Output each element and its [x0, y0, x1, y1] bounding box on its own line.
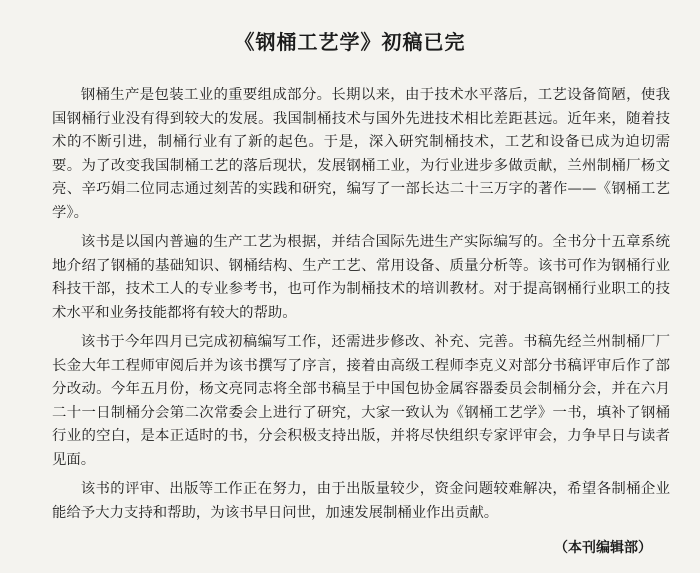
paragraph-2: 该书是以国内普遍的生产工艺为根据，并结合国际先进生产实际编写的。全书分十五章系统地介绍了钢桶的基础知识、钢桶结构、生产工艺、常用设备、质量分析等。该书可作为钢桶行业科技干部，技术工人的专业参考书，也可作为制桶技术的培训教材。对于提高钢桶行业职工的技术水平和业务技能都将有较大的帮助。 [52, 234, 670, 321]
paragraph-4: 该书的评审、出版等工作正在努力，由于出版量较少，资金问题较难解决，希望各制桶企业能给予大力支持和帮助，为该书早日问世，加速发展制桶业作出贡献。 [52, 481, 670, 521]
article-title: 《钢桶工艺学》初稿已完 [234, 30, 466, 54]
paragraph-3: 该书于今年四月已完成初稿编写工作，还需进步修改、补充、完善。书稿先经兰州制桶厂厂长金大年工程师审阅后并为该书撰写了序言，接着由高级工程师李克义对部分书稿评审后作了部分改动。今年五月份，杨文亮同志将全部书稿呈于中国包协金属容器委员会制桶分会，并在六月二十一日制桶分会第二次常委会上进行了研究，大家一致认为《钢桶工艺学》一书，填补了钢桶行业的空白，是本正适时的书，分会积极支持出版，并将尽快组织专家评审会，力争早日与读者见面。 [52, 334, 670, 468]
editorial-signature: （本刊编辑部） [554, 540, 652, 556]
paragraph-1: 钢桶生产是包装工业的重要组成部分。长期以来，由于技术水平落后，工艺设备简陋，使我国钢桶行业没有得到较大的发展。我国制桶技术与国外先进技术相比差距甚远。近年来，随着技术的不断引进，制桶行业有了新的起色。于是，深入研究制桶技术，工艺和设备已成为迫切需要。为了改变我国制桶工艺的落后现状，发展钢桶工业，为行业进步多做贡献，兰州制桶厂杨文亮、辛巧娟二位同志通过刻苦的实践和研究，编写了一部长达二十三万字的著作——《钢桶工艺学》。 [52, 87, 670, 221]
article-body [52, 84, 670, 531]
